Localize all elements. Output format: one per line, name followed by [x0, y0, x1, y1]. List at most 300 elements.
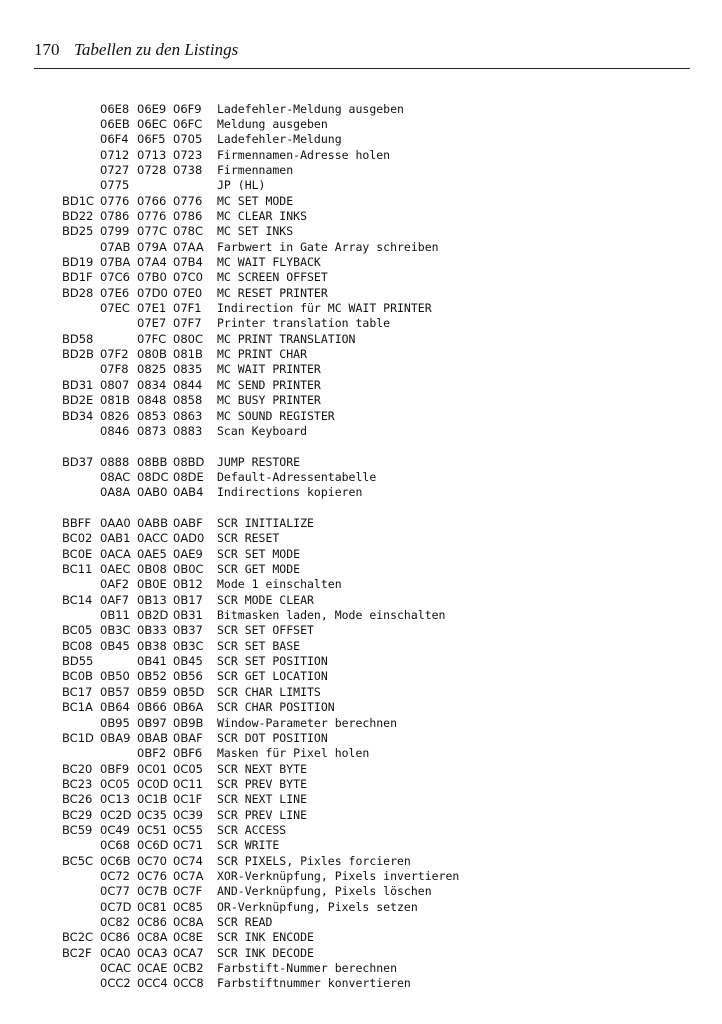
- address-cpc664: 0ABB: [137, 516, 168, 530]
- table-row: [0, 455, 722, 470]
- address-cpc664: 0C1B: [137, 792, 168, 807]
- table-row: [0, 869, 722, 884]
- jumpblock-address: BD2B: [62, 347, 94, 362]
- table-row: [0, 470, 722, 485]
- table-row: [0, 762, 722, 777]
- address-cpc464: 0712: [100, 147, 130, 162]
- address-cpc664: 0C81: [137, 899, 167, 914]
- description: MC RESET PRINTER: [217, 285, 328, 300]
- jumpblock-address: BC0B: [62, 669, 93, 684]
- jumpblock-address: BC20: [62, 761, 93, 776]
- table-row: [0, 961, 722, 976]
- address-cpc6128: 08BD: [173, 454, 205, 469]
- address-cpc664: 07D0: [137, 285, 168, 300]
- address-cpc664: 0853: [137, 408, 167, 423]
- jumpblock-address: BC26: [62, 792, 93, 807]
- address-cpc664: 0BAB: [137, 730, 168, 745]
- address-cpc6128: 0B3C: [173, 638, 204, 653]
- table-row: [0, 362, 722, 377]
- address-cpc6128: 06F9: [173, 101, 202, 116]
- table-row: [0, 808, 722, 823]
- description: Firmennamen-Adresse holen: [217, 147, 391, 162]
- description: SCR READ: [217, 915, 273, 929]
- table-row: [0, 332, 722, 347]
- address-cpc464: 0CA0: [100, 945, 131, 960]
- description: SCR DOT POSITION: [217, 730, 328, 745]
- address-cpc464: 0786: [100, 208, 130, 223]
- table-row: [0, 547, 722, 562]
- address-cpc664: 080B: [137, 347, 167, 362]
- description: SCR NEXT BYTE: [217, 761, 308, 776]
- table-row: [0, 792, 722, 807]
- address-cpc464: 07E6: [100, 285, 130, 300]
- description: Printer translation table: [217, 316, 391, 331]
- description: SCR INK ENCODE: [217, 930, 314, 945]
- description: XOR-Verknüpfung, Pixels invertieren: [217, 869, 460, 883]
- table-row: [0, 685, 722, 700]
- address-cpc6128: 0705: [173, 132, 203, 147]
- description: Scan Keyboard: [217, 423, 308, 438]
- address-cpc464: 0807: [100, 377, 130, 392]
- description: SCR SET BASE: [217, 638, 301, 653]
- address-cpc6128: 0C11: [173, 776, 203, 791]
- address-cpc6128: 07F7: [173, 316, 202, 331]
- description: Default-Adressentabelle: [217, 469, 377, 484]
- jumpblock-address: BBFF: [62, 516, 92, 530]
- address-cpc664: 0B0E: [137, 577, 167, 592]
- table-row: [0, 424, 722, 439]
- table-row: [0, 823, 722, 838]
- table-row: [0, 854, 722, 869]
- jumpblock-address: BD1F: [62, 270, 93, 285]
- address-cpc664: 0C35: [137, 807, 167, 822]
- address-cpc664: 0AB0: [137, 485, 168, 500]
- address-cpc664: 08DC: [137, 469, 169, 484]
- jumpblock-address: BD31: [62, 377, 94, 392]
- address-cpc464: 0B3C: [100, 623, 131, 638]
- description: SCR GET MODE: [217, 562, 301, 576]
- address-cpc464: 0C2D: [100, 807, 132, 822]
- description: MC WAIT PRINTER: [217, 362, 321, 377]
- address-cpc664: 0B59: [137, 684, 167, 699]
- address-cpc664: 0C0D: [137, 776, 169, 791]
- description: SCR PREV BYTE: [217, 776, 308, 791]
- table-row: [0, 286, 722, 301]
- address-cpc464: 08AC: [100, 469, 131, 484]
- address-cpc464: 0C86: [100, 930, 130, 945]
- table-row: [0, 117, 722, 132]
- description: SCR SET POSITION: [217, 654, 328, 669]
- description: SCR INK DECODE: [217, 945, 314, 960]
- jumpblock-address: BC11: [62, 562, 93, 576]
- description: Ladefehler-Meldung ausgeben: [217, 101, 404, 116]
- address-cpc464: 0C82: [100, 915, 130, 929]
- table-row: [0, 731, 722, 746]
- address-cpc6128: 0CB2: [173, 961, 204, 976]
- address-cpc664: 0B66: [137, 700, 167, 715]
- address-cpc664: 0825: [137, 362, 167, 377]
- address-cpc464: 0CC2: [100, 976, 131, 991]
- address-cpc6128: 0B31: [173, 608, 203, 622]
- address-cpc464: 0B95: [100, 715, 130, 730]
- jumpblock-address: BD19: [62, 255, 94, 269]
- description: MC SEND PRINTER: [217, 377, 321, 392]
- address-cpc464: 0A8A: [100, 485, 131, 500]
- address-cpc6128: 0BF6: [173, 746, 203, 761]
- description: SCR RESET: [217, 531, 280, 546]
- table-row: [0, 900, 722, 915]
- address-cpc464: 07C6: [100, 270, 130, 285]
- address-cpc6128: 0B12: [173, 577, 203, 592]
- address-cpc664: 0766: [137, 193, 167, 208]
- address-cpc664: 06E9: [137, 101, 167, 116]
- address-cpc464: 0826: [100, 408, 130, 423]
- address-cpc464: 0AB1: [100, 531, 131, 546]
- address-cpc6128: 07F1: [173, 301, 202, 315]
- address-cpc6128: 0B45: [173, 654, 203, 669]
- address-cpc464: 0BA9: [100, 730, 131, 745]
- table-row: [0, 378, 722, 393]
- description: MC WAIT FLYBACK: [217, 255, 321, 269]
- table-row: [0, 224, 722, 239]
- description: SCR MODE CLEAR: [217, 592, 314, 607]
- address-cpc464: 0B45: [100, 638, 130, 653]
- jumpblock-address: BD25: [62, 224, 94, 239]
- address-cpc6128: 0858: [173, 393, 203, 408]
- address-cpc6128: 0C85: [173, 899, 203, 914]
- address-cpc664: 0B97: [137, 715, 167, 730]
- address-cpc464: 0ACA: [100, 546, 131, 561]
- address-cpc6128: 0863: [173, 408, 203, 423]
- address-cpc664: 0B13: [137, 592, 167, 607]
- address-cpc664: 0C70: [137, 853, 167, 868]
- jumpblock-address: BC1D: [62, 730, 94, 745]
- description: SCR WRITE: [217, 838, 280, 853]
- address-cpc6128: 0835: [173, 362, 203, 377]
- description: JP (HL): [217, 178, 266, 193]
- description: SCR CHAR LIMITS: [217, 684, 321, 699]
- description: Farbwert in Gate Array schreiben: [217, 239, 439, 254]
- address-cpc464: 0B57: [100, 684, 130, 699]
- address-cpc6128: 0B17: [173, 592, 203, 607]
- address-cpc464: 0C68: [100, 838, 130, 853]
- address-cpc464: 0775: [100, 178, 130, 193]
- address-cpc6128: 0C71: [173, 838, 203, 853]
- table-row: [0, 838, 722, 853]
- address-cpc464: 0846: [100, 423, 130, 438]
- address-cpc464: 0C05: [100, 776, 130, 791]
- description: Firmennamen: [217, 162, 294, 177]
- address-cpc6128: 08DE: [173, 469, 204, 484]
- address-cpc664: 0C51: [137, 822, 167, 837]
- address-cpc664: 0C86: [137, 915, 167, 929]
- table-row: [0, 347, 722, 362]
- description: Bitmasken laden, Mode einschalten: [217, 608, 446, 622]
- address-cpc664: 0ACC: [137, 531, 169, 546]
- address-cpc6128: 07C0: [173, 270, 203, 285]
- jumpblock-address: BC02: [62, 531, 93, 546]
- jumpblock-address: BC08: [62, 638, 93, 653]
- description: MC SOUND REGISTER: [217, 408, 335, 423]
- address-cpc6128: 0AE9: [173, 546, 203, 561]
- address-cpc6128: 0ABF: [173, 516, 203, 530]
- address-cpc664: 0B08: [137, 562, 167, 576]
- description: Farbstiftnummer konvertieren: [217, 976, 411, 991]
- address-cpc664: 0C6D: [137, 838, 169, 853]
- table-row: [0, 393, 722, 408]
- table-row: [0, 577, 722, 592]
- table-row: [0, 608, 722, 623]
- page-number: 170: [34, 40, 60, 59]
- address-cpc464: 0C6B: [100, 853, 131, 868]
- address-cpc6128: 0723: [173, 147, 203, 162]
- address-cpc464: 07F2: [100, 347, 129, 362]
- address-cpc664: 08BB: [137, 454, 168, 469]
- address-cpc6128: 06FC: [173, 116, 203, 131]
- table-row: [0, 163, 722, 178]
- address-cpc6128: 078C: [173, 224, 203, 239]
- address-cpc664: 0C01: [137, 761, 167, 776]
- address-cpc464: 0B11: [100, 608, 130, 622]
- description: MC PRINT TRANSLATION: [217, 331, 356, 346]
- address-cpc6128: 0C7A: [173, 869, 204, 883]
- address-cpc464: 0C13: [100, 792, 130, 807]
- table-row: [0, 194, 722, 209]
- description: JUMP RESTORE: [217, 454, 301, 469]
- address-cpc6128: 081B: [173, 347, 203, 362]
- address-cpc464: 06F4: [100, 132, 129, 147]
- table-row: [0, 639, 722, 654]
- address-cpc6128: 0CC8: [173, 976, 204, 991]
- address-cpc664: 0B2D: [137, 608, 169, 622]
- address-cpc6128: 0776: [173, 193, 203, 208]
- address-cpc6128: 0B0C: [173, 562, 204, 576]
- jumpblock-address: BD1C: [62, 193, 95, 208]
- address-cpc664: 0776: [137, 208, 167, 223]
- address-cpc6128: 0C8A: [173, 915, 204, 929]
- jumpblock-address: BC23: [62, 776, 93, 791]
- address-cpc464: 0CAC: [100, 961, 132, 976]
- table-row: [0, 930, 722, 945]
- table-row: [0, 915, 722, 930]
- table-row: [0, 746, 722, 761]
- description: MC CLEAR INKS: [217, 208, 308, 223]
- table-row: [0, 623, 722, 638]
- address-cpc6128: 0C1F: [173, 792, 203, 807]
- address-cpc464: 0B50: [100, 669, 130, 684]
- description: Window-Parameter berechnen: [217, 715, 398, 730]
- table-row: [0, 240, 722, 255]
- jumpblock-address: BC2C: [62, 930, 94, 945]
- table-row: [0, 669, 722, 684]
- address-cpc664: 0728: [137, 162, 167, 177]
- jumpblock-address: BD2E: [62, 393, 94, 408]
- table-row: [0, 884, 722, 899]
- address-cpc664: 06F5: [137, 132, 166, 147]
- running-title: Tabellen zu den Listings: [74, 40, 239, 59]
- table-row: [0, 209, 722, 224]
- address-cpc6128: 0C7F: [173, 884, 203, 899]
- jumpblock-address: BD55: [62, 654, 94, 669]
- description: SCR ACCESS: [217, 822, 287, 837]
- description: Indirection für MC WAIT PRINTER: [217, 301, 432, 315]
- address-cpc6128: 0C8E: [173, 930, 203, 945]
- address-cpc664: 0B33: [137, 623, 167, 638]
- description: MC SCREEN OFFSET: [217, 270, 328, 285]
- table-row: [0, 716, 722, 731]
- address-cpc664: 0BF2: [137, 746, 167, 761]
- address-cpc464: 0AF2: [100, 577, 130, 592]
- address-cpc664: 0848: [137, 393, 167, 408]
- jumpblock-address: BC5C: [62, 853, 94, 868]
- address-cpc6128: 0B56: [173, 669, 203, 684]
- table-row: [0, 102, 722, 117]
- jumpblock-address: BD37: [62, 454, 94, 469]
- address-cpc664: 0C8A: [137, 930, 168, 945]
- address-cpc6128: 07E0: [173, 285, 203, 300]
- jumpblock-address: BD34: [62, 408, 94, 423]
- address-cpc464: 0AA0: [100, 516, 131, 530]
- description: SCR SET OFFSET: [217, 623, 314, 638]
- address-cpc464: 0888: [100, 454, 130, 469]
- address-cpc464: 0B64: [100, 700, 130, 715]
- table-row: [0, 255, 722, 270]
- address-cpc664: 0713: [137, 147, 167, 162]
- address-cpc464: 0C7D: [100, 899, 132, 914]
- jumpblock-address: BC17: [62, 684, 93, 699]
- description: Farbstift-Nummer berechnen: [217, 961, 398, 976]
- address-cpc6128: 0883: [173, 423, 203, 438]
- address-cpc464: 07EC: [100, 301, 130, 315]
- description: MC SET INKS: [217, 224, 294, 239]
- table-row: [0, 562, 722, 577]
- description: Meldung ausgeben: [217, 116, 328, 131]
- table-row: [0, 976, 722, 991]
- address-cpc464: 07AB: [100, 239, 131, 254]
- jumpblock-address: BC0E: [62, 546, 93, 561]
- address-cpc464: 0AF7: [100, 592, 130, 607]
- address-cpc664: 07A4: [137, 255, 167, 269]
- address-cpc6128: 0844: [173, 377, 203, 392]
- address-cpc6128: 07B4: [173, 255, 203, 269]
- address-cpc464: 0799: [100, 224, 130, 239]
- jumpblock-address: BC2F: [62, 945, 92, 960]
- table-row: [0, 531, 722, 546]
- address-cpc6128: 0B5D: [173, 684, 205, 699]
- jumpblock-address: BC59: [62, 822, 93, 837]
- jumpblock-address: BC05: [62, 623, 93, 638]
- address-cpc6128: 0B9B: [173, 715, 204, 730]
- address-cpc664: 0CA3: [137, 945, 168, 960]
- address-cpc664: 0B41: [137, 654, 167, 669]
- address-cpc664: 06EC: [137, 116, 167, 131]
- table-row: [0, 946, 722, 961]
- jumpblock-address: BC14: [62, 592, 93, 607]
- address-cpc6128: 0B37: [173, 623, 203, 638]
- description: SCR PIXELS, Pixles forcieren: [217, 853, 411, 868]
- address-cpc6128: 0C74: [173, 853, 203, 868]
- address-cpc464: 0776: [100, 193, 130, 208]
- address-cpc464: 0C77: [100, 884, 130, 899]
- address-cpc464: 0BF9: [100, 761, 130, 776]
- address-cpc664: 079A: [137, 239, 167, 254]
- address-cpc6128: 080C: [173, 331, 203, 346]
- table-row: [0, 485, 722, 500]
- address-cpc6128: 0AD0: [173, 531, 205, 546]
- address-cpc6128: 0C55: [173, 822, 203, 837]
- address-cpc6128: 0738: [173, 162, 203, 177]
- address-cpc664: 07B0: [137, 270, 167, 285]
- address-cpc664: 0873: [137, 423, 167, 438]
- address-cpc464: 081B: [100, 393, 130, 408]
- description: Masken für Pixel holen: [217, 746, 370, 761]
- description: OR-Verknüpfung, Pixels setzen: [217, 899, 418, 914]
- address-cpc664: 07E7: [137, 316, 167, 331]
- description: MC BUSY PRINTER: [217, 393, 321, 408]
- description: AND-Verknüpfung, Pixels löschen: [217, 884, 432, 899]
- table-row: [0, 316, 722, 331]
- address-cpc6128: 0AB4: [173, 485, 204, 500]
- address-cpc664: 07FC: [137, 331, 167, 346]
- description: Ladefehler-Meldung: [217, 132, 342, 147]
- description: MC PRINT CHAR: [217, 347, 308, 362]
- address-cpc6128: 0CA7: [173, 945, 204, 960]
- description: Indirections kopieren: [217, 485, 363, 500]
- address-cpc664: 0B52: [137, 669, 167, 684]
- table-row: [0, 148, 722, 163]
- address-cpc6128: 0786: [173, 208, 203, 223]
- address-cpc6128: 0C39: [173, 807, 203, 822]
- address-cpc664: 0AE5: [137, 546, 167, 561]
- address-cpc464: 0727: [100, 162, 130, 177]
- table-row: [0, 700, 722, 715]
- description: SCR NEXT LINE: [217, 792, 308, 807]
- table-row: [0, 178, 722, 193]
- jumpblock-address: BD22: [62, 208, 94, 223]
- address-cpc464: 0C49: [100, 822, 130, 837]
- table-row: [0, 516, 722, 531]
- table-row: [0, 777, 722, 792]
- description: SCR PREV LINE: [217, 807, 308, 822]
- address-cpc464: 07F8: [100, 362, 129, 377]
- description: SCR CHAR POSITION: [217, 700, 335, 715]
- address-cpc664: 07E1: [137, 301, 167, 315]
- description: SCR SET MODE: [217, 546, 301, 561]
- address-cpc464: 07BA: [100, 255, 131, 269]
- table-row: [0, 301, 722, 316]
- table-row: [0, 270, 722, 285]
- address-cpc664: 0CAE: [137, 961, 168, 976]
- address-cpc664: 0CC4: [137, 976, 168, 991]
- address-cpc6128: 0B6A: [173, 700, 204, 715]
- address-cpc664: 0834: [137, 377, 167, 392]
- address-cpc464: 0C72: [100, 869, 130, 883]
- address-cpc464: 0AEC: [100, 562, 131, 576]
- jumpblock-address: BC1A: [62, 700, 93, 715]
- address-cpc664: 0C7B: [137, 884, 168, 899]
- address-cpc664: 0B38: [137, 638, 167, 653]
- description: SCR INITIALIZE: [217, 516, 314, 530]
- address-cpc6128: 0BAF: [173, 730, 203, 745]
- address-cpc6128: 0C05: [173, 761, 203, 776]
- table-row: [0, 409, 722, 424]
- address-cpc464: 06EB: [100, 116, 130, 131]
- table-row: [0, 654, 722, 669]
- address-cpc6128: 07AA: [173, 239, 204, 254]
- jumpblock-address: BD58: [62, 331, 94, 346]
- jumpblock-address: BC29: [62, 807, 93, 822]
- description: MC SET MODE: [217, 193, 294, 208]
